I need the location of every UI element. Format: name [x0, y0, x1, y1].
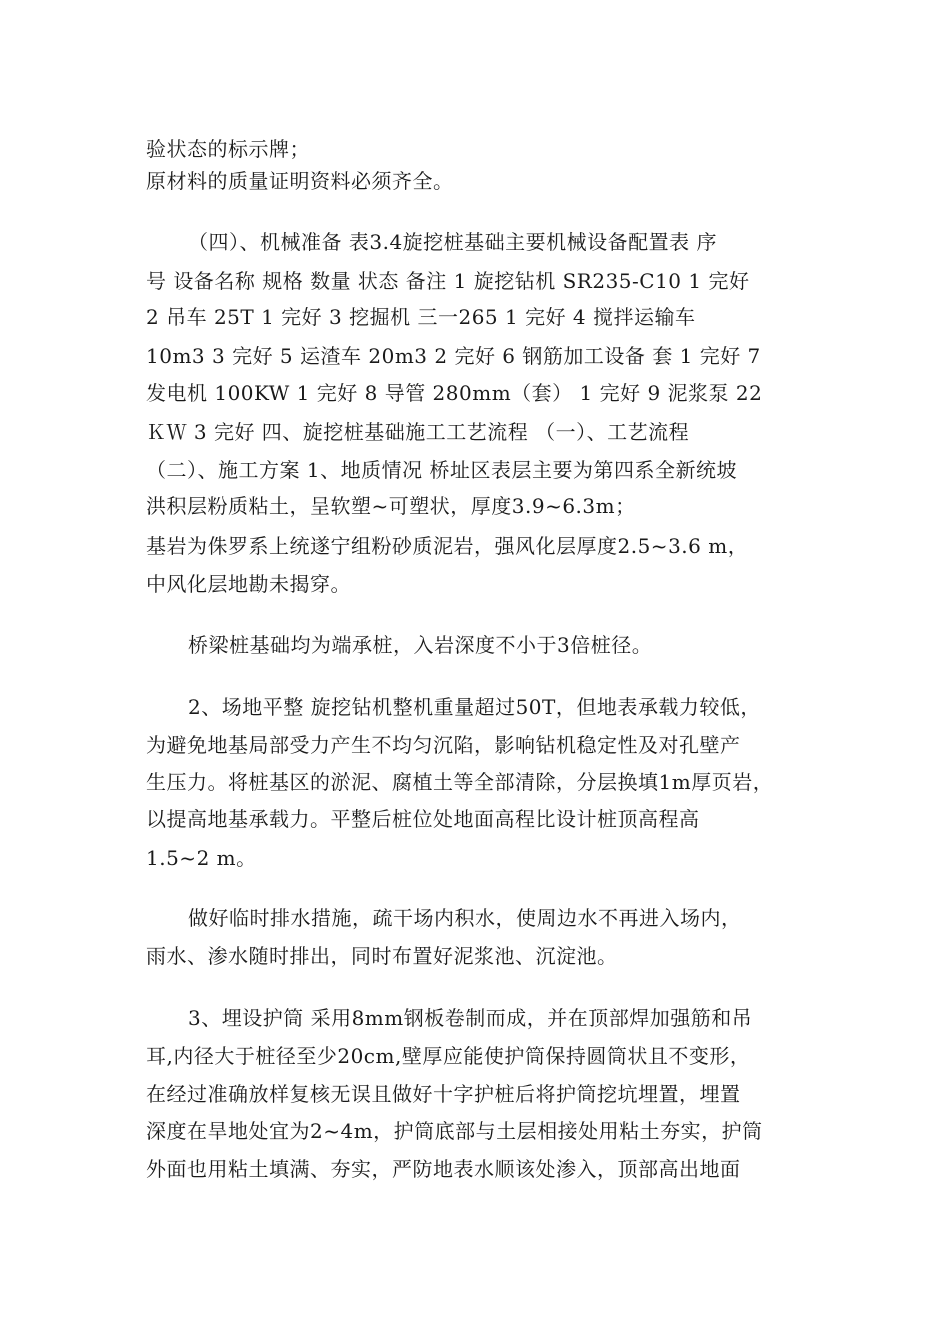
text-line: 为避免地基局部受力产生不均匀沉陷，影响钻机稳定性及对孔壁产 [146, 733, 741, 757]
text-line: 生压力。将桩基区的淤泥、腐植土等全部清除，分层换填1m厚页岩， [146, 770, 774, 794]
text-line: 2 吊车 25T 1 完好 3 挖掘机 三一265 1 完好 4 搅拌运输车 [146, 305, 696, 329]
text-line: 雨水、渗水随时排出，同时布置好泥浆池、沉淀池。 [146, 944, 618, 968]
text-line: 原材料的质量证明资料必须齐全。 [146, 169, 454, 193]
text-line: 10m3 3 完好 5 运渣车 20m3 2 完好 6 钢筋加工设备 套 1 完好 7 [146, 344, 761, 368]
text-line: 在经过准确放样复核无误且做好十字护桩后将护筒挖坑埋置，埋置 [146, 1082, 741, 1106]
text-line: 深度在旱地处宜为2~4m，护筒底部与土层相接处用粘土夯实，护筒 [146, 1119, 763, 1143]
text-line: 桥梁桩基础均为端承桩，入岩深度不小于3倍桩径。 [188, 633, 653, 657]
text-line: 外面也用粘土填满、夯实，严防地表水顺该处渗入，顶部高出地面 [146, 1157, 741, 1181]
text-line: 做好临时排水措施，疏干场内积水，使周边水不再进入场内， [188, 906, 742, 930]
text-line: （二）、施工方案 1、地质情况 桥址区表层主要为第四系全新统坡 [146, 458, 737, 482]
text-line: 1.5~2 m。 [146, 846, 257, 870]
text-line: ＫＷ 3 完好 四、旋挖桩基础施工工艺流程 （一）、工艺流程 [146, 420, 690, 444]
text-line: 洪积层粉质粘土，呈软塑~可塑状，厚度3.9~6.3m； [146, 494, 636, 518]
text-line: 2、场地平整 旋挖钻机整机重量超过50T，但地表承载力较低， [188, 695, 761, 719]
text-line: 中风化层地勘未揭穿。 [146, 572, 351, 596]
text-line: 以提高地基承载力。平整后桩位处地面高程比设计桩顶高程高 [146, 807, 700, 831]
text-line: （四）、机械准备 表3.4旋挖桩基础主要机械设备配置表 序 [188, 230, 718, 254]
text-line: 耳,内径大于桩径至少20cm,壁厚应能使护筒保持圆筒状且不变形， [146, 1044, 751, 1068]
text-line: 发电机 100KW 1 完好 8 导管 280mm（套） 1 完好 9 泥浆泵 22 [146, 381, 763, 405]
text-line: 号 设备名称 规格 数量 状态 备注 1 旋挖钻机 SR235-C10 1 完好 [146, 269, 750, 293]
text-line: 3、埋设护筒 采用8mm钢板卷制而成，并在顶部焊加强筋和吊 [188, 1006, 753, 1030]
text-line: 验状态的标示牌； [146, 137, 310, 161]
text-line: 基岩为侏罗系上统遂宁组粉砂质泥岩，强风化层厚度2.5~3.6 m， [146, 534, 749, 558]
